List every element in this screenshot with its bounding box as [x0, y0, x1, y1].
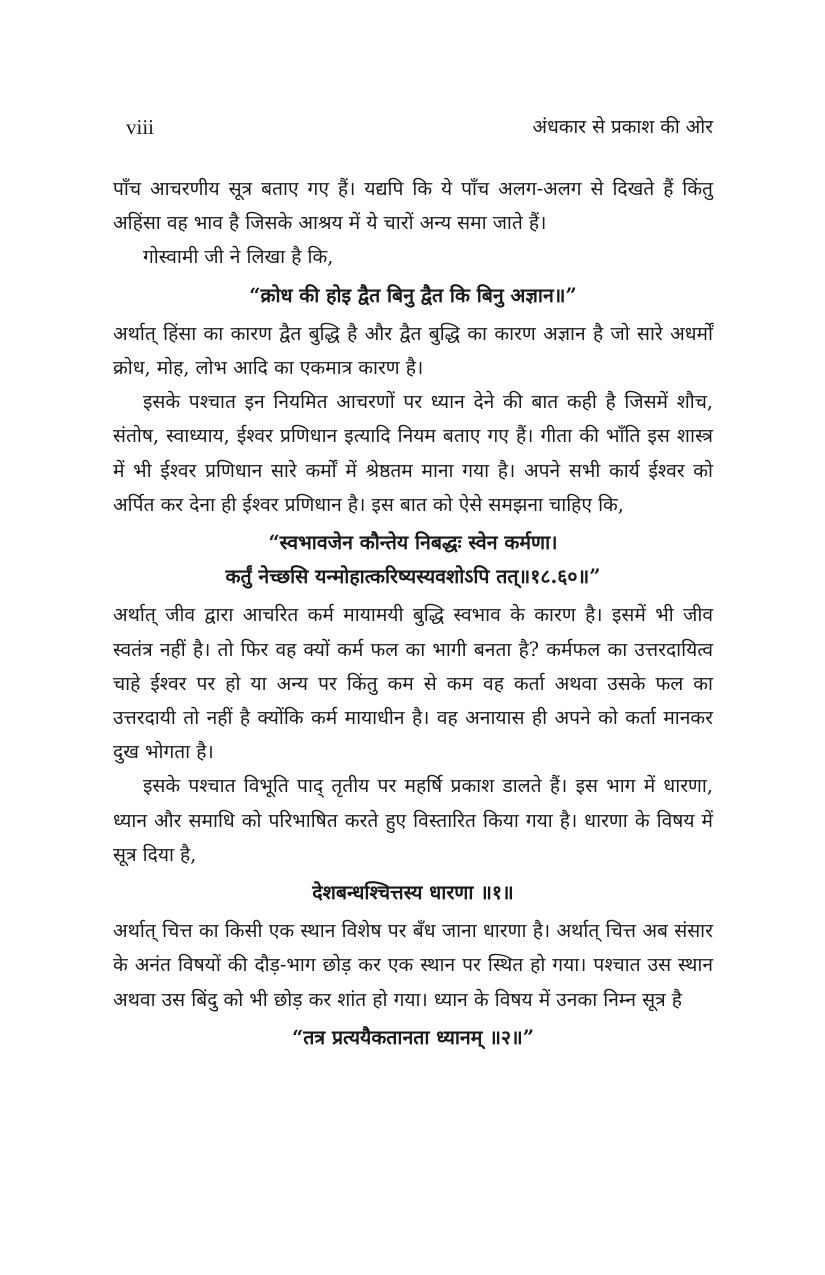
book-title: अंधकार से प्रकाश की ओर [532, 116, 713, 138]
running-header [126, 112, 713, 150]
book-page [113, 112, 713, 1059]
paragraph-5: अर्थात् जीव द्वारा आचरित कर्म मायामयी बुद्धि स्वभाव के कारण है। इसमें भी जीव स्वतंत्र नहीं है। तो फिर वह क्यों कर्म फल का भागी बनता है? कर्मफल का उत्तरदायित्व चाहे ईश्वर पर हो या अन्य पर किंतु कम से कम वह कर्ता अथवा उसके फल का उत्तरदायी तो नहीं है क्योंकि कर्म मायाधीन है। वह अनायास ही अपने को कर्ता मानकर दुख भोगता है। [113, 603, 713, 764]
verse-quote-1: “क्रोध की होइ द्वैत बिनु द्वैत कि बिनु अज्ञान॥” [249, 283, 577, 307]
page-number: viii [126, 115, 155, 139]
paragraph-3: अर्थात् हिंसा का कारण द्वैत बुद्धि है और द्वैत बुद्धि का कारण अज्ञान है जो सारे अधर्मों क्रोध, मोह, लोभ आदि का एकमात्र कारण है। [113, 321, 713, 380]
verse-2-line-1: “स्वभावजेन कौन्तेय निबद्धः स्वेन कर्मणा। [268, 531, 558, 555]
page-body [113, 172, 713, 1055]
verse-2-line-2: कर्तुं नेच्छसि यन्मोहात्करिष्यस्यवशोऽपि तत्॥१८.६०॥” [225, 565, 601, 589]
paragraph-2: गोस्वामी जी ने लिखा है कि, [143, 245, 334, 269]
paragraph-1: पाँच आचरणीय सूत्र बताए गए हैं। यद्यपि कि ये पाँच अलग-अलग से दिखते हैं किंतु अहिंसा वह भाव है जिसके आश्रय में ये चारों अन्य समा जाते हैं। [113, 177, 713, 235]
paragraph-7: अर्थात् चित्त का किसी एक स्थान विशेष पर बँध जाना धारणा है। अर्थात् चित्त अब संसार के अनंत विषयों की दौड़-भाग छोड़ कर एक स्थान पर स्थित हो गया। पश्चात उस स्थान अथवा उस बिंदु को भी छोड़ कर शांत हो गया। ध्यान के विषय में उनका निम्न सूत्र है [113, 919, 713, 1011]
paragraph-6: इसके पश्चात विभूति पाद् तृतीय पर महर्षि प्रकाश डालते हैं। इस भाग में धारणा, ध्यान और समाधि को परिभाषित करते हुए विस्तारित किया गया है। धारणा के विषय में सूत्र दिया है, [113, 774, 713, 866]
paragraph-4: इसके पश्चात इन नियमित आचरणों पर ध्यान देने की बात कही है जिसमें शौच, संतोष, स्वाध्याय, ईश्वर प्रणिधान इत्यादि नियम बताए गए हैं। गीता की भाँति इस शास्त्र में भी ईश्वर प्रणिधान सारे कर्मों में श्रेष्ठतम माना गया है। अपने सभी कार्य ईश्वर को अर्पित कर देना ही ईश्वर प्रणिधान है। इस बात को ऐसे समझना चाहिए कि, [113, 390, 713, 516]
verse-quote-4: “तत्र प्रत्ययैकतानता ध्यानम् ॥२॥” [292, 1025, 534, 1049]
verse-quote-3: देशबन्धश्चित्तस्य धारणा ॥१॥ [312, 881, 514, 905]
verse-quote-2 [113, 526, 713, 594]
